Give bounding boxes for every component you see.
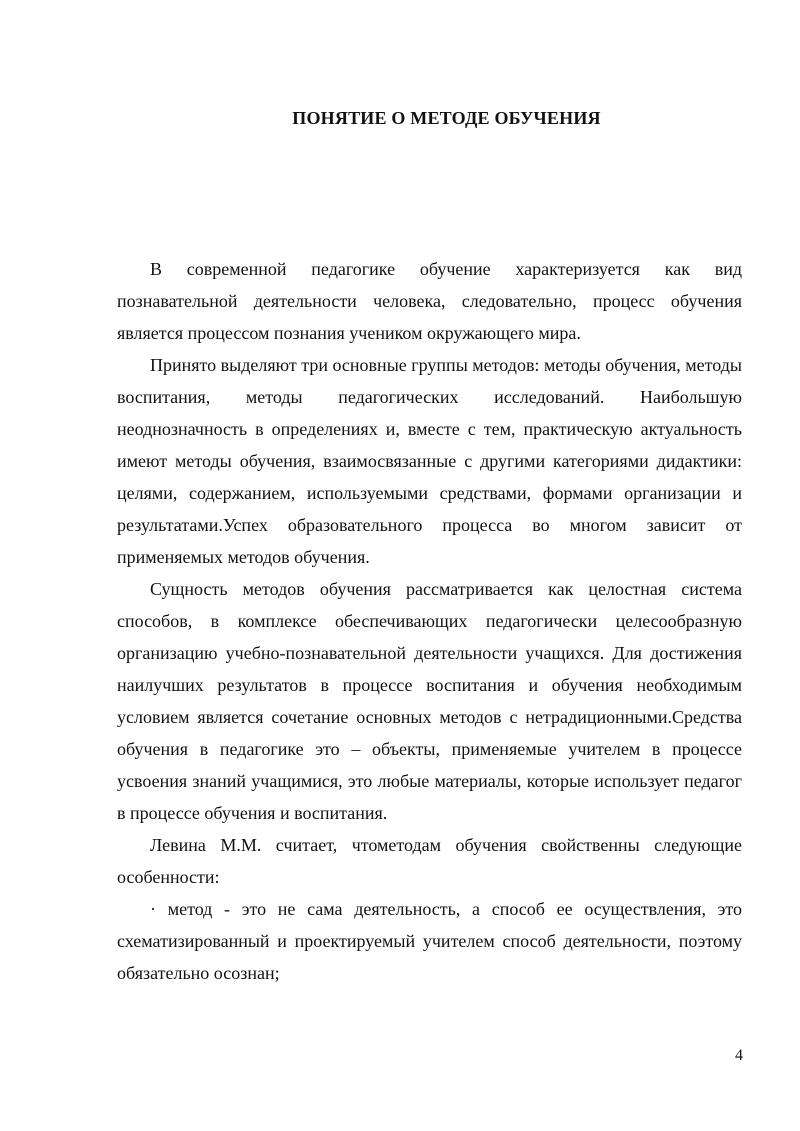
paragraph-3: Сущность методов обучения рассматривается как целостная система способов, в комплексе обеспечивающих педагогически целесообразную организацию учебно-познавательной деятельности учащихся. Для достижения наилучших результатов в процессе воспитания и обучения необходимым условием является сочетание основных методов с нетрадиционными.Средства обучения в педагогике это – объекты, применяемые учителем в процессе усвоения знаний учащимися, это любые материалы, которые использует педагог в процессе обучения и воспитания.	[117, 579, 742, 823]
paragraph-2: Принято выделяют три основные группы методов: методы обучения, методы воспитания, методы педагогических исследований. Наибольшую неоднозначность в определениях и, вместе с тем, практическую актуальность имеют методы обучения, взаимосвязанные с другими категориями дидактики: целями, содержанием, используемыми средствами, формами организации и результатами.Успех образовательного процесса во многом зависит от применяемых методов обучения.	[117, 355, 742, 567]
paragraph-1: В современной педагогике обучение характеризуется как вид познавательной деятельности человека, следовательно, процесс обучения является процессом познания учеником окружающего мира.	[117, 259, 742, 343]
paragraph-4: Левина М.М. считает, чтометодам обучения свойственны следующие особенности:	[117, 835, 742, 887]
page-title: ПОНЯТИЕ О МЕТОДЕ ОБУЧЕНИЯ	[292, 108, 601, 128]
body-text	[117, 253, 742, 989]
paragraph-5-list-item: · метод - это не сама деятельность, а способ ее осуществления, это схематизированный и проектируемый учителем способ деятельности, поэтому обязательно осознан;	[117, 899, 742, 983]
page-number: 4	[735, 1047, 743, 1064]
